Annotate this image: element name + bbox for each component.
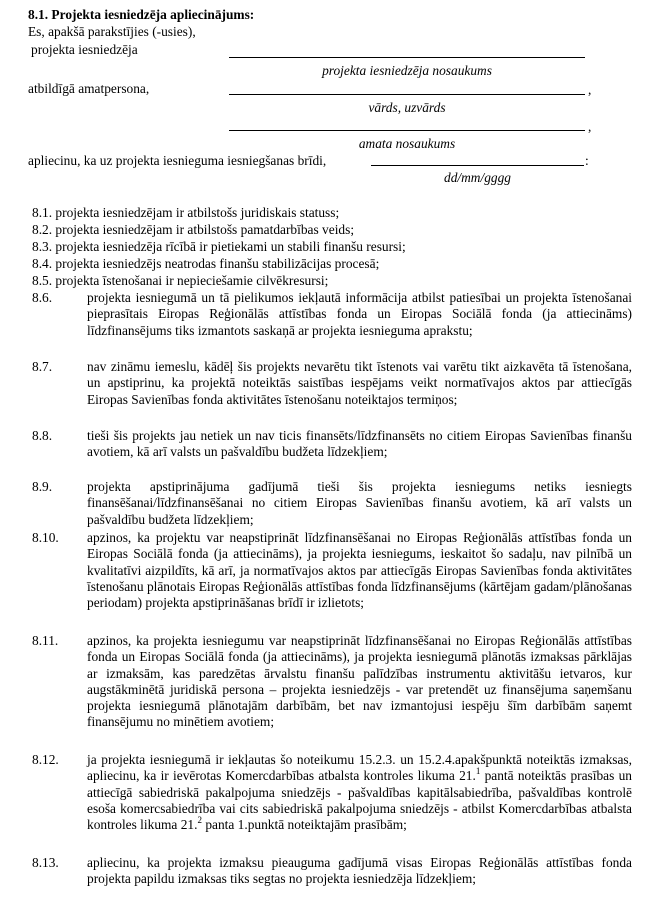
item-number: 8.7. — [32, 359, 53, 374]
item-text — [87, 752, 632, 833]
comma-1: , — [588, 82, 592, 97]
list-item — [32, 359, 632, 408]
item-text: tieši šis projekts jau netiek un nav ticis finansēts/līdzfinansēts no citiem Eiropas Savienības finanšu avotiem, kā arī valsts un pašvaldību budžeta līdzekļiem; — [87, 428, 632, 460]
item-text-part: pantā noteiktās prasības un attiecīgā sabiedriskā pakalpojuma sniedzējs - pašvaldības kapitālsabiedrība, pašvaldības kontrolē esoša komercsabiedrība vai cits sabiedriskā pakalpojuma sniedzējs - atbilst Komercdarbības atbalsta kontroles likuma 21. — [87, 768, 632, 833]
list-item: 8.1. projekta iesniedzējam ir atbilstošs juridiskais statuss; — [32, 205, 340, 220]
applicant-name-line[interactable] — [229, 57, 585, 58]
date-label: apliecinu, ka uz projekta iesnieguma iesniegšanas brīdi, — [28, 153, 327, 168]
position-caption: amata nosaukums — [358, 136, 456, 151]
official-label: atbildīgā amatpersona, — [28, 81, 150, 96]
item-text: apzinos, ka projektu var neapstiprināt līdzfinansēšanai no Eiropas Reģionālās attīstības fonda un Eiropas Sociālā fonda (ja attiecināms), ja projekta iesniegums, ieskaitot šo sadaļu, nav pilnībā un kvalitatīvi aizpildīts, kā arī, ja normatīvajos aktos par attiecīgās Eiropas Savienības fonda aktivitātes īstenošanu plānotais Eiropas Reģionālās attīstības fonda līdzfinansējums (kārtējam gadam/plānošanas periodam) projekta apstiprināšanas brīdī ir izlietots; — [87, 530, 632, 611]
applicant-label: projekta iesniedzēja — [31, 42, 138, 57]
date-colon: : — [585, 153, 589, 168]
item-text: projekta iesniegumā un tā pielikumos iekļautā informācija atbilst patiesībai un projekta īstenošanai pieprasītais Eiropas Reģionālās attīstības fonda un Eiropas Sociālā fonda (ja attiecināms) līdzfinansējums tiks izmantots saskaņā ar projekta iesnieguma aprakstu; — [87, 290, 632, 338]
item-number: 8.6. — [32, 290, 53, 305]
item-text-part: ja projekta iesniegumā ir iekļautas šo noteikumu 15.2.3. un 15.2.4.apakšpunktā noteiktās izmaksas, apliecinu, ka ir ievērotas Komercdarbības atbalsta kontroles likuma 21. — [87, 752, 632, 784]
list-item: 8.3. projekta iesniedzēja rīcībā ir pietiekami un stabili finanšu resursi; — [32, 239, 406, 254]
name-caption: vārds, uzvārds — [368, 100, 446, 115]
list-item: 8.5. projekta īstenošanai ir nepieciešamie cilvēkresursi; — [32, 273, 329, 288]
item-text: projekta apstiprinājuma gadījumā tieši šis projekta iesniegums netiks iesniegts finansēšanai/līdzfinansēšanai no citiem Eiropas Savienības finanšu avotiem, kā arī valsts un pašvaldību budžeta līdzekļiem; — [87, 479, 632, 527]
superscript: 2 — [197, 815, 202, 826]
official-name-line[interactable] — [229, 94, 585, 95]
date-caption: dd/mm/gggg — [444, 170, 511, 185]
item-text-part: panta 1.punktā noteiktajām prasībām; — [201, 817, 407, 833]
applicant-caption: projekta iesniedzēja nosaukums — [322, 63, 492, 78]
date-line[interactable] — [371, 165, 584, 166]
list-item — [32, 428, 632, 461]
list-item: 8.2. projekta iesniedzējam ir atbilstošs pamatdarbības veids; — [32, 222, 355, 237]
item-number: 8.12. — [32, 752, 59, 767]
item-number: 8.9. — [32, 479, 53, 494]
item-text: apliecinu, ka projekta izmaksu pieauguma gadījumā visas Eiropas Reģionālās attīstības fonda projekta papildu izmaksas tiks segtas no projekta iesniedzēja līdzekļiem; — [87, 855, 632, 887]
intro-text: Es, apakšā parakstījies (-usies), — [28, 24, 196, 39]
item-text: nav zināmu iemeslu, kādēļ šis projekts nevarētu tikt īstenots vai varētu tikt aizkavēta tā īstenošana, un apstiprinu, ka projektā noteiktās saistības iespējams veikt normatīvajos aktos par attiecīgās Eiropas Savienības fonda aktivitātes īstenošanu noteiktajos termiņos; — [87, 359, 632, 407]
item-text: apzinos, ka projekta iesniegumu var neapstiprināt līdzfinansēšanai no Eiropas Reģionālās attīstības fonda un Eiropas Sociālā fonda (ja attiecināms), ja projekta iesniegumā plānotās izmaksas pārklājas ar izmaksām, kas paredzētas ārvalstu finanšu palīdzības instrumentu aktivitāšu ietvaros, kur augstākminētā juridiskā persona – projekta iesniedzējs - var pretendēt uz finansējuma saņemšanu projekta iesniegumā plānotajām darbībām, bet nav izmantojusi iespēju šīm darbībām saņemt finansējumu no minētiem avotiem; — [87, 633, 632, 730]
list-item — [32, 633, 632, 731]
list-item — [32, 855, 632, 888]
item-number: 8.13. — [32, 855, 59, 870]
list-item — [32, 290, 632, 339]
list-item: 8.4. projekta iesniedzējs neatrodas finanšu stabilizācijas procesā; — [32, 256, 380, 271]
comma-2: , — [588, 119, 592, 134]
item-number: 8.10. — [32, 530, 59, 545]
superscript: 1 — [475, 766, 481, 777]
position-line[interactable] — [229, 130, 585, 131]
item-number: 8.11. — [32, 633, 59, 648]
item-number: 8.8. — [32, 428, 53, 443]
section-title: 8.1. Projekta iesniedzēja apliecinājums: — [28, 7, 255, 22]
list-item — [32, 530, 632, 611]
list-item — [32, 752, 632, 833]
list-item — [32, 479, 632, 528]
